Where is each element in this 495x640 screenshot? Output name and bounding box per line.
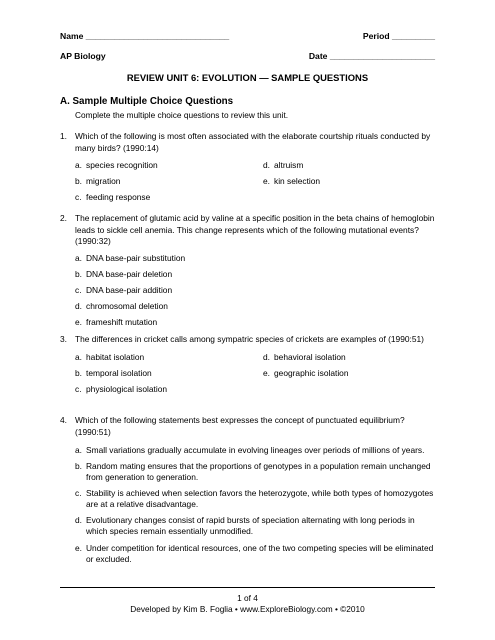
- question-text: Which of the following is most often associated with the elaborate courtship rituals conducted by many birds? (1990:14): [75, 131, 431, 153]
- question-4: [60, 415, 440, 570]
- option-list: a. DNA base-pair substitution b. DNA base-pair deletion c. DNA base-pair addition d. chromosomal deletion e. frameshift mutation: [75, 252, 186, 327]
- page-number: 1 of 4: [237, 593, 258, 603]
- page-title: REVIEW UNIT 6: EVOLUTION — SAMPLE QUESTIONS: [126, 72, 369, 83]
- option-list: a. species recognition b. migration c. feeding response d. altruism e. kin selection: [75, 160, 321, 202]
- question-2: [60, 213, 440, 330]
- option-list: a. habitat isolation b. temporal isolation c. physiological isolation d. behavioral isolation e. geographic isolation: [75, 351, 349, 394]
- question-number: 4.: [60, 415, 67, 425]
- question-3: [60, 334, 440, 396]
- period-field: Period _________: [362, 31, 435, 41]
- question-1: [60, 131, 440, 204]
- option-c[interactable]: c. Stability is achieved when selection favors the heterozygote, while both types of homozygotes are at a relative disadvantage.: [75, 488, 434, 509]
- name-field: Name ______________________________: [60, 31, 230, 41]
- footer-credit: Developed by Kim B. Foglia • www.ExploreBiology.com • ©2010: [130, 604, 365, 614]
- question-text: Which of the following statements best expresses the concept of punctuated equilibrium? (1990:51): [75, 415, 405, 437]
- course-label: AP Biology: [60, 51, 106, 61]
- section-instruction: Complete the multiple choice questions to review this unit.: [75, 110, 289, 120]
- option-list: [75, 440, 440, 570]
- question-text: The differences in cricket calls among sympatric species of crickets are examples of (1990:51): [75, 334, 424, 344]
- header-row-2: [60, 51, 435, 61]
- option-a[interactable]: a. Small variations gradually accumulate in evolving lineages over periods of millions of years.: [75, 445, 425, 455]
- question-number: 1.: [60, 131, 67, 141]
- section-title: A. Sample Multiple Choice Questions: [60, 96, 234, 107]
- header-row-1: [60, 31, 435, 41]
- option-e[interactable]: e. Under competition for identical resources, one of the two competing species will be eliminated or excluded.: [75, 543, 434, 564]
- question-number: 2.: [60, 213, 67, 223]
- option-d[interactable]: d. Evolutionary changes consist of rapid bursts of speciation alternating with long periods in which species remain essentially unmodified.: [75, 515, 415, 536]
- option-b[interactable]: b. Random mating ensures that the proportions of genotypes in a population remain unchanged from generation to generation.: [75, 461, 431, 482]
- question-number: 3.: [60, 334, 67, 344]
- footer-divider: [60, 587, 435, 588]
- question-text: The replacement of glutamic acid by valine at a specific position in the beta chains of hemoglobin leads to sickle cell anemia. This change represents which of the following mutational events? (1990:32): [75, 213, 435, 246]
- date-field: Date ______________________: [308, 51, 435, 61]
